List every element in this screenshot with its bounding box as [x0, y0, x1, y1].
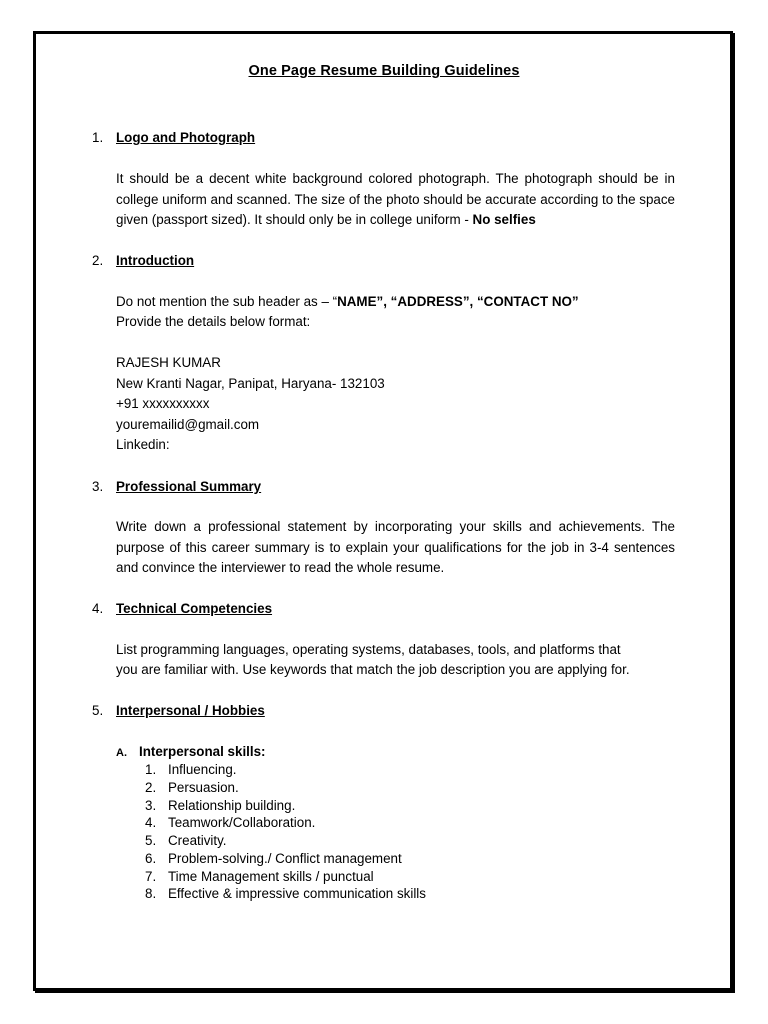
section-number: 1. [92, 130, 104, 145]
skill-item: Relationship building. [168, 798, 296, 813]
skill-item: Influencing. [168, 762, 237, 777]
section-number: 2. [92, 253, 104, 268]
section-heading-logo-photograph: Logo and Photograph [116, 130, 256, 145]
skill-number: 3. [145, 798, 157, 813]
section-heading-interpersonal-hobbies: Interpersonal / Hobbies [116, 703, 265, 718]
no-selfies-emphasis: No selfies [472, 212, 536, 227]
example-phone: +91 xxxxxxxxxx [116, 396, 210, 411]
example-name: RAJESH KUMAR [116, 355, 221, 370]
skill-item: Effective & impressive communication skills [168, 886, 426, 901]
section-body-professional-summary: Write down a professional statement by incorporating your skills and achievements. The purpose of this career summary is to explain your qualifications for the job in 3-4 sentences and convince the interviewer to read the whole resume. [116, 519, 675, 575]
section-body-logo-photograph [116, 169, 675, 231]
intro-instruction-text: Do not mention the sub header as – “ [116, 294, 338, 309]
skill-number: 1. [145, 762, 157, 777]
example-linkedin: Linkedin: [116, 437, 170, 452]
intro-instruction-line [116, 292, 579, 313]
section-number: 3. [92, 479, 104, 494]
skill-item: Problem-solving./ Conflict management [168, 851, 402, 866]
example-address: New Kranti Nagar, Panipat, Haryana- 132103 [116, 376, 385, 391]
body-text: It should be a decent white background colored photograph. The photograph should be in college uniform and scanned. The size of the photo should be accurate according to the space given (passport sized). It should only be in college uniform - [116, 171, 675, 227]
skill-number: 6. [145, 851, 157, 866]
skill-item: Time Management skills / punctual [168, 869, 374, 884]
technical-line-2: you are familiar with. Use keywords that match the job description you are applying for. [116, 662, 630, 677]
section-heading-professional-summary: Professional Summary [116, 479, 262, 494]
skill-item: Teamwork/Collaboration. [168, 815, 316, 830]
skill-number: 4. [145, 815, 157, 830]
subsection-title-interpersonal-skills: Interpersonal skills: [139, 744, 266, 759]
skill-number: 7. [145, 869, 157, 884]
skill-number: 8. [145, 886, 157, 901]
document-title: One Page Resume Building Guidelines [248, 63, 520, 79]
skill-item: Persuasion. [168, 780, 239, 795]
section-heading-introduction: Introduction [116, 253, 195, 268]
intro-format-line: Provide the details below format: [116, 314, 311, 329]
skill-number: 5. [145, 833, 157, 848]
section-number: 4. [92, 601, 104, 616]
skill-number: 2. [145, 780, 157, 795]
example-email: youremailid@gmail.com [116, 417, 260, 432]
subsection-letter: A. [116, 747, 127, 759]
skill-item: Creativity. [168, 833, 227, 848]
section-heading-technical-competencies: Technical Competencies [116, 601, 273, 616]
technical-line-1: List programming languages, operating systems, databases, tools, and platforms that [116, 642, 621, 657]
intro-subheaders-emphasis: NAME”, “ADDRESS”, “CONTACT NO” [337, 294, 579, 309]
section-number: 5. [92, 703, 104, 718]
